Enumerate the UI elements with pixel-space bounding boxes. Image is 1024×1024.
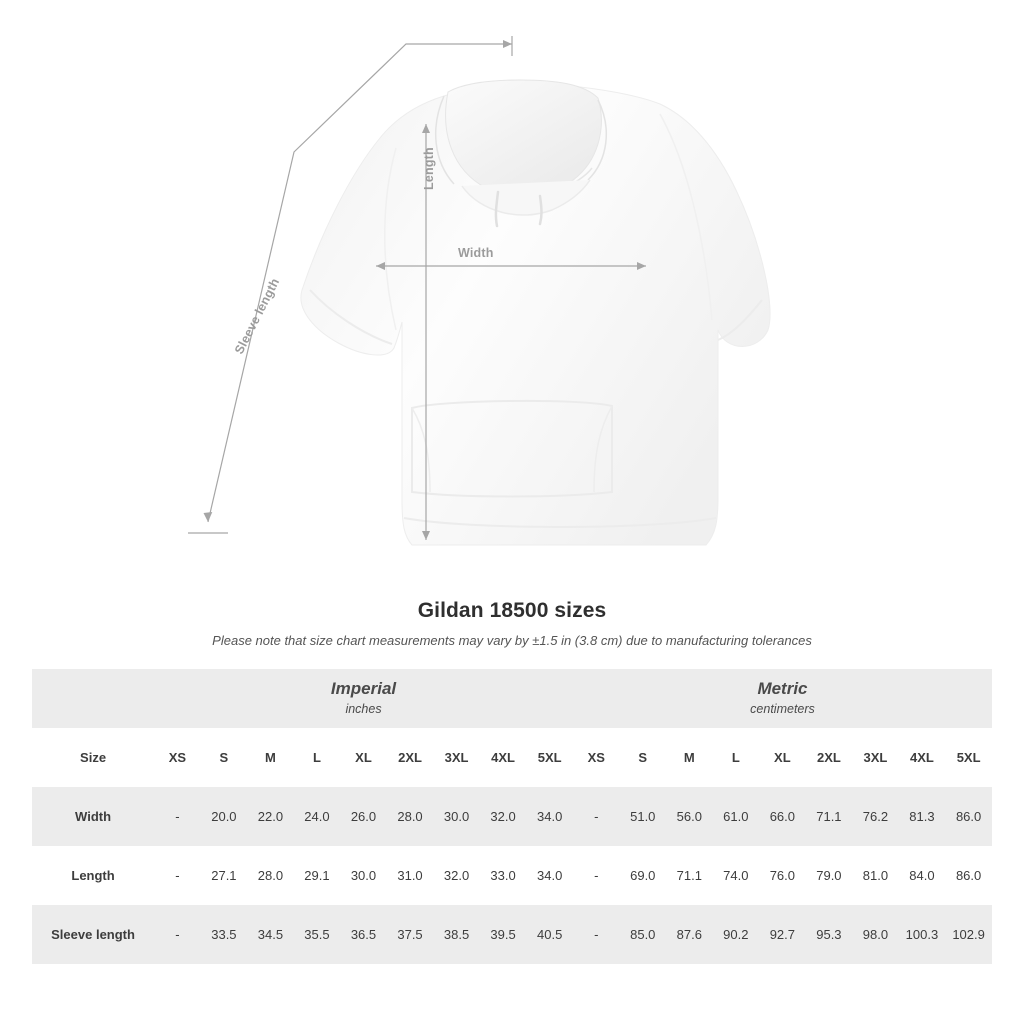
width-metric-5xl: 86.0 — [945, 787, 992, 846]
size-header-imperial-xl: XL — [340, 728, 387, 787]
size-header-metric-3xl: 3XL — [852, 728, 899, 787]
sleeve-imperial-s: 33.5 — [201, 905, 248, 964]
length-imperial-s: 27.1 — [201, 846, 248, 905]
size-header-imperial-3xl: 3XL — [433, 728, 480, 787]
unit-metric-sub: centimeters — [750, 702, 815, 717]
length-imperial-5xl: 34.0 — [526, 846, 573, 905]
sleeve-imperial-4xl: 39.5 — [480, 905, 527, 964]
size-header-imperial-4xl: 4XL — [480, 728, 527, 787]
sleeve-metric-2xl: 95.3 — [806, 905, 853, 964]
unit-group-metric — [573, 669, 992, 728]
unit-corner-cell — [32, 669, 154, 728]
sleeve-metric-xs: - — [573, 905, 620, 964]
length-imperial-4xl: 33.0 — [480, 846, 527, 905]
width-imperial-xs: - — [154, 787, 201, 846]
size-header-imperial-xs: XS — [154, 728, 201, 787]
sleeve-imperial-3xl: 38.5 — [433, 905, 480, 964]
size-header-metric-xl: XL — [759, 728, 806, 787]
table-row — [32, 905, 992, 964]
row-label-sleeve-length: Sleeve length — [32, 905, 154, 964]
length-dimension-label: Length — [422, 147, 436, 190]
unit-header-row — [32, 669, 992, 728]
width-imperial-s: 20.0 — [201, 787, 248, 846]
width-imperial-3xl: 30.0 — [433, 787, 480, 846]
sleeve-imperial-xl: 36.5 — [340, 905, 387, 964]
size-header-label: Size — [32, 728, 154, 787]
width-metric-2xl: 71.1 — [806, 787, 853, 846]
size-chart-table — [32, 669, 992, 964]
unit-group-imperial — [154, 669, 573, 728]
width-dimension-label: Width — [458, 246, 494, 260]
length-metric-s: 69.0 — [620, 846, 667, 905]
sleeve-imperial-l: 35.5 — [294, 905, 341, 964]
width-metric-xs: - — [573, 787, 620, 846]
hoodie-body — [301, 80, 770, 545]
tolerance-note: Please note that size chart measurements may vary by ±1.5 in (3.8 cm) due to manufacturing tolerances — [212, 633, 812, 648]
width-imperial-4xl: 32.0 — [480, 787, 527, 846]
size-header-metric-4xl: 4XL — [899, 728, 946, 787]
sleeve-metric-m: 87.6 — [666, 905, 713, 964]
width-imperial-m: 22.0 — [247, 787, 294, 846]
unit-metric-name: Metric — [757, 679, 808, 699]
sleeve-imperial-5xl: 40.5 — [526, 905, 573, 964]
sleeve-length-dimension-label: Sleeve length — [232, 275, 283, 357]
length-imperial-xl: 30.0 — [340, 846, 387, 905]
size-header-row — [32, 728, 992, 787]
unit-imperial-sub: inches — [345, 702, 382, 717]
unit-imperial-name: Imperial — [330, 679, 397, 699]
length-metric-3xl: 81.0 — [852, 846, 899, 905]
length-imperial-l: 29.1 — [294, 846, 341, 905]
sleeve-imperial-2xl: 37.5 — [387, 905, 434, 964]
length-imperial-3xl: 32.0 — [433, 846, 480, 905]
sleeve-metric-5xl: 102.9 — [945, 905, 992, 964]
width-metric-3xl: 76.2 — [852, 787, 899, 846]
size-header-imperial-l: L — [294, 728, 341, 787]
width-metric-4xl: 81.3 — [899, 787, 946, 846]
sleeve-metric-4xl: 100.3 — [899, 905, 946, 964]
length-metric-m: 71.1 — [666, 846, 713, 905]
length-metric-xs: - — [573, 846, 620, 905]
size-chart-table-wrapper — [32, 669, 992, 964]
size-header-metric-m: M — [666, 728, 713, 787]
title-block — [0, 599, 1024, 648]
page-title: Gildan 18500 sizes — [417, 599, 607, 622]
table-row — [32, 787, 992, 846]
length-imperial-2xl: 31.0 — [387, 846, 434, 905]
length-metric-xl: 76.0 — [759, 846, 806, 905]
size-header-imperial-s: S — [201, 728, 248, 787]
length-metric-4xl: 84.0 — [899, 846, 946, 905]
width-metric-m: 56.0 — [666, 787, 713, 846]
length-metric-5xl: 86.0 — [945, 846, 992, 905]
sleeve-imperial-xs: - — [154, 905, 201, 964]
width-imperial-l: 24.0 — [294, 787, 341, 846]
width-metric-xl: 66.0 — [759, 787, 806, 846]
size-header-imperial-2xl: 2XL — [387, 728, 434, 787]
size-header-imperial-m: M — [247, 728, 294, 787]
size-header-metric-l: L — [713, 728, 760, 787]
width-metric-l: 61.0 — [713, 787, 760, 846]
sleeve-metric-xl: 92.7 — [759, 905, 806, 964]
size-header-metric-2xl: 2XL — [806, 728, 853, 787]
size-header-metric-s: S — [620, 728, 667, 787]
sleeve-metric-3xl: 98.0 — [852, 905, 899, 964]
width-imperial-5xl: 34.0 — [526, 787, 573, 846]
sleeve-metric-s: 85.0 — [620, 905, 667, 964]
length-metric-2xl: 79.0 — [806, 846, 853, 905]
size-header-imperial-5xl: 5XL — [526, 728, 573, 787]
table-row — [32, 846, 992, 905]
size-header-metric-xs: XS — [573, 728, 620, 787]
sleeve-imperial-m: 34.5 — [247, 905, 294, 964]
width-metric-s: 51.0 — [620, 787, 667, 846]
size-header-metric-5xl: 5XL — [945, 728, 992, 787]
width-imperial-xl: 26.0 — [340, 787, 387, 846]
row-label-width: Width — [32, 787, 154, 846]
length-metric-l: 74.0 — [713, 846, 760, 905]
row-label-length: Length — [32, 846, 154, 905]
length-imperial-m: 28.0 — [247, 846, 294, 905]
sleeve-metric-l: 90.2 — [713, 905, 760, 964]
length-imperial-xs: - — [154, 846, 201, 905]
width-imperial-2xl: 28.0 — [387, 787, 434, 846]
